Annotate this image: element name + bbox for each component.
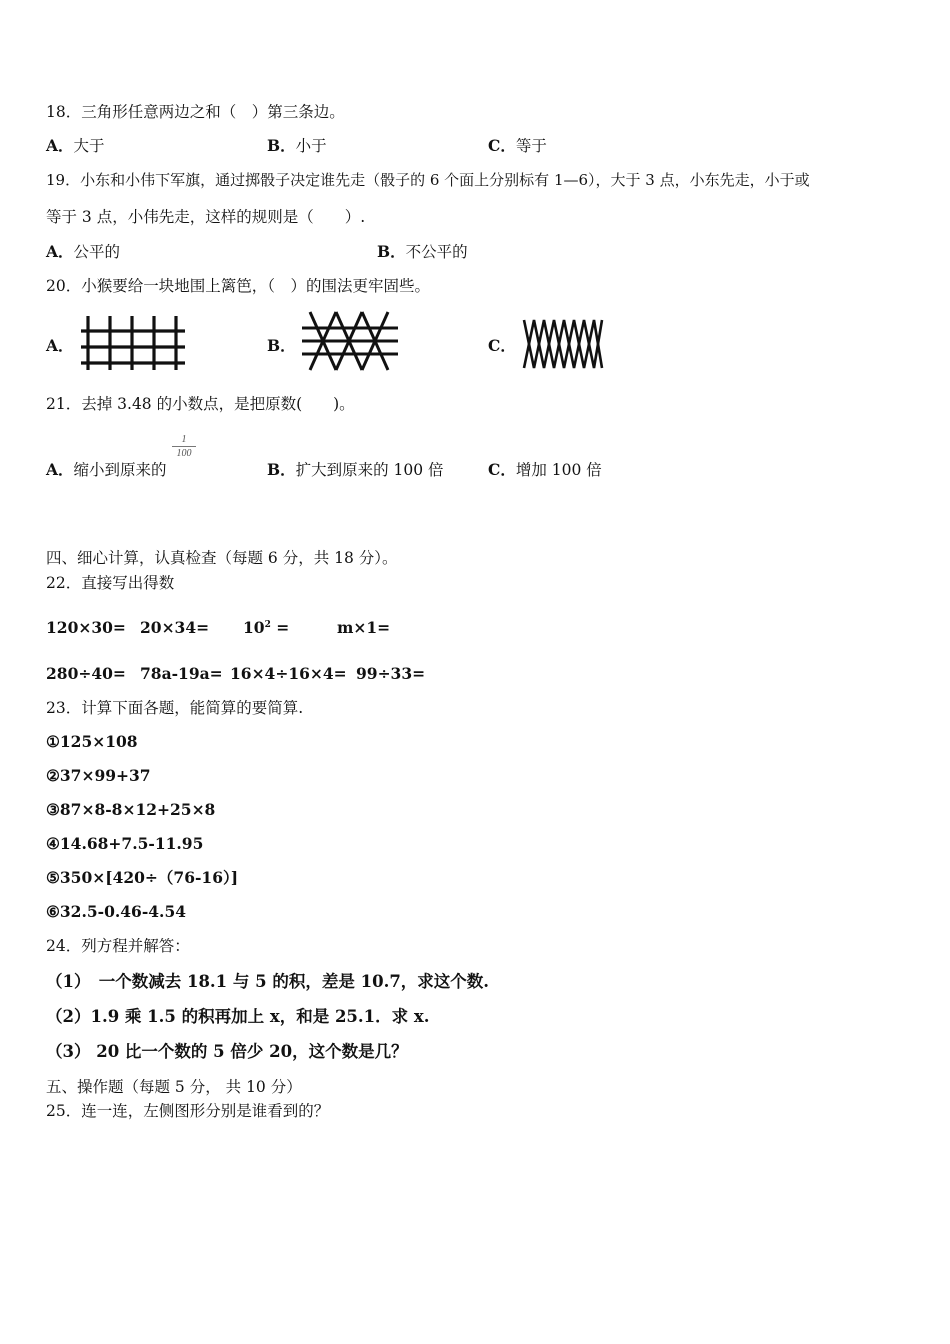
- q18-option-b[interactable]: B．小于: [267, 136, 327, 155]
- q18-stem: 18．三角形任意两边之和（ ）第三条边。: [46, 103, 345, 121]
- q24-item-3: （3） 20 比一个数的 5 倍少 20，这个数是几？: [46, 1042, 408, 1061]
- q21-stem: 21．去掉 3.48 的小数点，是把原数( )。: [46, 395, 355, 413]
- q22-expr-8: 99÷33=: [356, 664, 426, 683]
- grid-fence-figure: [80, 314, 188, 372]
- section5-title: 五、操作题（每题 5 分， 共 10 分）: [46, 1078, 302, 1096]
- q22-expr-1: 120×30=: [46, 618, 126, 637]
- fraction-bar: [172, 446, 196, 447]
- q20-option-a[interactable]: A．: [46, 336, 74, 355]
- fraction-one-hundredth: [172, 434, 196, 459]
- cross-fence-figure: [300, 310, 400, 372]
- fraction-numerator: 1: [181, 434, 187, 445]
- q23-item-3: ③87×8-8×12+25×8: [46, 800, 216, 819]
- q23-stem: 23．计算下面各题，能简算的要简算.: [46, 699, 304, 717]
- q19-option-b[interactable]: B．不公平的: [377, 242, 468, 261]
- q21-option-b[interactable]: B．扩大到原来的 100 倍: [267, 460, 444, 479]
- q24-item-2: （2）1.9 乘 1.5 的积再加上 x，和是 25.1．求 x.: [46, 1007, 430, 1026]
- q20-option-c[interactable]: C．: [488, 336, 516, 355]
- fraction-denominator: 100: [176, 448, 192, 459]
- q23-item-6: ⑥32.5-0.46-4.54: [46, 902, 187, 921]
- q24-item-1: （1） 一个数减去 18.1 与 5 的积，差是 10.7，求这个数.: [46, 972, 490, 991]
- q23-item-1: ①125×108: [46, 732, 138, 751]
- q19-stem-line1: 19．小东和小伟下军旗，通过掷骰子决定谁先走（骰子的 6 个面上分别标有 1—6），大于 3 点，小东先走，小于或: [46, 171, 810, 189]
- q19-option-a[interactable]: A．公平的: [46, 242, 121, 261]
- q18-option-c[interactable]: C．等于: [488, 136, 547, 155]
- q21-option-c[interactable]: C．增加 100 倍: [488, 460, 602, 479]
- q22-expr-5: 280÷40=: [46, 664, 126, 683]
- q21-option-a[interactable]: A．缩小到原来的: [46, 460, 167, 479]
- zigzag-fence-figure: [520, 318, 604, 370]
- section4-title: 四、细心计算，认真检查（每题 6 分，共 18 分）。: [46, 549, 398, 567]
- q23-item-2: ②37×99+37: [46, 766, 151, 785]
- q18-option-a[interactable]: A．大于: [46, 136, 105, 155]
- q20-stem: 20．小猴要给一块地围上篱笆，（ ）的围法更牢固些。: [46, 277, 430, 295]
- q22-expr-7: 16×4÷16×4=: [230, 664, 347, 683]
- q23-item-4: ④14.68+7.5-11.95: [46, 834, 204, 853]
- q22-stem: 22．直接写出得数: [46, 574, 175, 592]
- q25-stem: 25．连一连，左侧图形分别是谁看到的？: [46, 1102, 330, 1120]
- q22-expr-6: 78a-19a=: [140, 664, 223, 683]
- q19-stem-line2: 等于 3 点，小伟先走，这样的规则是（ ）.: [46, 208, 366, 226]
- q24-stem: 24．列方程并解答：: [46, 937, 190, 955]
- q23-item-5: ⑤350×[420÷（76-16）]: [46, 868, 239, 887]
- q22-expr-4: m×1=: [337, 618, 391, 637]
- q22-expr-3: $10^2$ =: [243, 618, 290, 637]
- q20-option-b[interactable]: B．: [267, 336, 296, 355]
- q22-expr-2: 20×34=: [140, 618, 210, 637]
